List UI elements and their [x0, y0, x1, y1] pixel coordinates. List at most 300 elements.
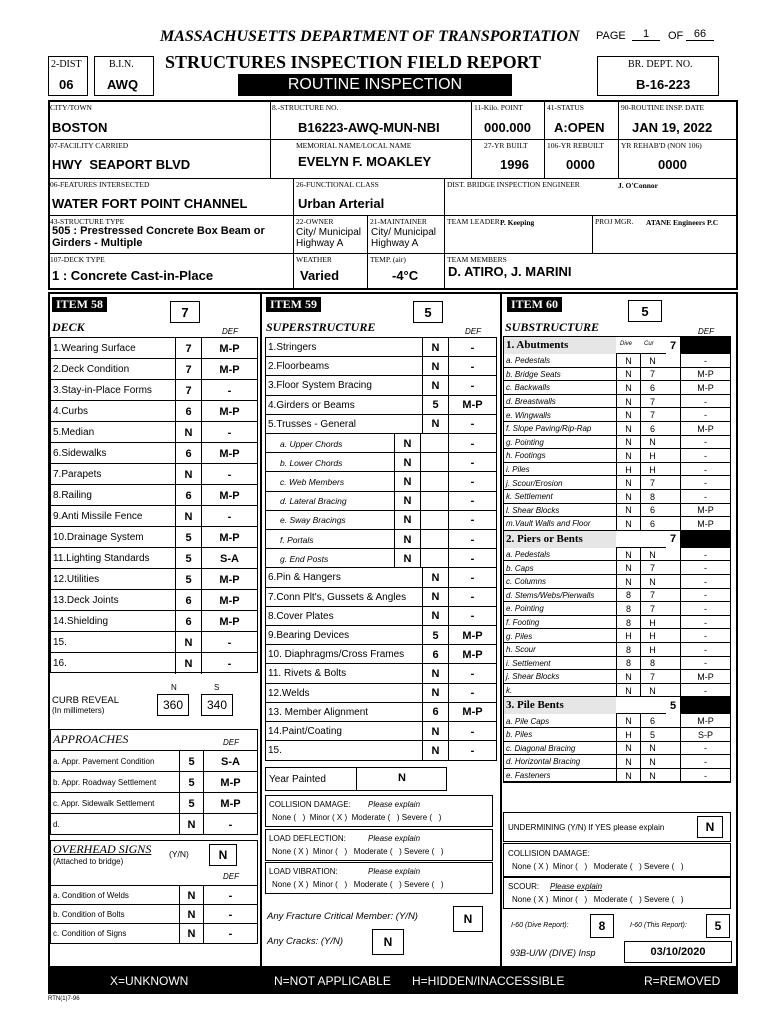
abutment-row-def[interactable]: - — [680, 490, 730, 504]
deck-row-def[interactable]: M-P — [201, 359, 257, 380]
deck-row-def[interactable]: M-P — [201, 611, 257, 632]
abutment-row-def[interactable]: - — [680, 395, 730, 409]
pile-bent-row-current[interactable]: N — [640, 755, 664, 769]
pier-row-current[interactable]: N — [640, 684, 664, 698]
superstructure-row-rating[interactable]: N — [394, 511, 420, 530]
sign-row-rating[interactable]: N — [179, 886, 203, 905]
pile-bent-row-def[interactable]: - — [680, 755, 730, 769]
abutment-row-current[interactable]: 7 — [640, 476, 664, 490]
abutment-row — [504, 422, 730, 436]
features-value: WATER FORT POINT CHANNEL — [52, 196, 248, 211]
superstructure-row-def[interactable]: - — [448, 338, 496, 357]
abutment-row-current[interactable]: 6 — [640, 422, 664, 436]
pier-row-dive[interactable]: N — [616, 670, 640, 684]
deck-row-rating[interactable]: 6 — [175, 443, 201, 464]
deck-row-def[interactable]: - — [201, 506, 257, 527]
deck-row-def[interactable]: - — [201, 422, 257, 443]
pier-row-current[interactable]: 8 — [640, 657, 664, 671]
abutment-row-dive[interactable]: N — [616, 517, 640, 531]
pile-bent-row-current[interactable]: 5 — [640, 728, 664, 742]
pile-bent-row — [504, 728, 730, 742]
superstructure-row-rating[interactable]: 6 — [422, 703, 448, 722]
superstructure-row-rating[interactable]: N — [394, 453, 420, 472]
deck-row-def[interactable]: - — [201, 632, 257, 653]
pier-row-def[interactable]: - — [680, 629, 730, 643]
sub-collision-options[interactable]: None ( X ) Minor ( ) Moderate ( ) Severe ( ) — [512, 862, 684, 871]
deck-row-rating[interactable]: N — [175, 632, 201, 653]
superstructure-row-rating[interactable]: N — [422, 415, 448, 434]
deck-row-def[interactable]: M-P — [201, 485, 257, 506]
i60-dive-value[interactable]: 8 — [590, 914, 614, 938]
overhead-signs-table — [50, 840, 258, 944]
piers-rating[interactable]: 7 — [666, 531, 680, 548]
kilo-value: 000.000 — [484, 120, 531, 135]
abutment-row-def[interactable]: - — [680, 354, 730, 368]
superstructure-row-rating[interactable]: 5 — [422, 396, 448, 415]
pier-row-def[interactable]: - — [680, 602, 730, 616]
scour-explain: Please explain — [550, 882, 603, 891]
pile-bents-rating[interactable]: 5 — [666, 697, 680, 714]
legend-not-applicable: N=NOT APPLICABLE — [274, 974, 391, 988]
members-value: D. ATIRO, J. MARINI — [448, 264, 572, 279]
pier-row-def[interactable]: - — [680, 643, 730, 657]
superstructure-row-rating[interactable]: N — [422, 338, 448, 357]
superstructure-row-label: a. Upper Chords — [280, 438, 343, 449]
abutment-row-dive[interactable]: N — [616, 504, 640, 518]
deck-row-label: 2.Deck Condition — [53, 364, 130, 375]
superstructure-row-spacer — [420, 492, 448, 511]
abutment-row-def[interactable]: M-P — [680, 422, 730, 436]
abutment-row-current[interactable]: 8 — [640, 490, 664, 504]
abutment-row-def[interactable]: M-P — [680, 381, 730, 395]
approach-row — [51, 813, 257, 834]
abutment-row — [504, 408, 730, 422]
pier-row-def[interactable]: - — [680, 548, 730, 562]
pier-row-label: f. Footing — [506, 618, 540, 628]
cracks-value[interactable]: N — [372, 929, 404, 955]
deck-row-def[interactable]: M-P — [201, 527, 257, 548]
abutment-row-def[interactable]: - — [680, 476, 730, 490]
pier-row-current[interactable]: H — [640, 616, 664, 630]
superstructure-row-rating[interactable]: N — [394, 492, 420, 511]
pier-row-def[interactable]: - — [680, 575, 730, 589]
superstructure-row-rating[interactable]: N — [394, 472, 420, 491]
overhead-title: OVERHEAD SIGNS — [53, 842, 152, 856]
uw-insp-date[interactable]: 03/10/2020 — [624, 941, 732, 963]
page-total: 66 — [686, 28, 714, 41]
pier-row-label: e. Pointing — [506, 604, 544, 614]
superstructure-row-label: 7.Conn Plt's, Gussets & Angles — [268, 591, 407, 603]
scour-options[interactable]: None ( X ) Minor ( ) Moderate ( ) Severe ( ) — [512, 895, 684, 904]
pier-row-def[interactable]: - — [680, 684, 730, 698]
item59-table — [265, 337, 497, 761]
superstructure-row-def[interactable]: - — [448, 357, 496, 376]
pier-row-current[interactable]: N — [640, 548, 664, 562]
deck-row-label: 12.Utilities — [53, 574, 100, 585]
pile-bent-row-def[interactable]: S-P — [680, 728, 730, 742]
abutment-row-label: m.Vault Walls and Floor — [506, 519, 591, 529]
load-vibration-explain: Please explain — [368, 867, 421, 876]
abutment-row-dive[interactable]: N — [616, 381, 640, 395]
pier-row-label: k. — [506, 686, 513, 696]
abutment-row-dive[interactable]: N — [616, 408, 640, 422]
superstructure-row-rating[interactable]: N — [422, 357, 448, 376]
projmgr-label: PROJ MGR. — [595, 217, 634, 226]
deck-row-rating[interactable]: 7 — [175, 359, 201, 380]
pier-row-dive[interactable]: N — [616, 561, 640, 575]
superstructure-row — [266, 607, 496, 626]
pier-row-dive[interactable]: 8 — [616, 643, 640, 657]
year-painted-value[interactable]: N — [398, 772, 406, 784]
abutments-shade — [680, 337, 730, 354]
structure-label: 8.-STRUCTURE NO. — [272, 103, 339, 112]
approach-row-rating[interactable]: 5 — [179, 793, 203, 814]
super-collision-box — [265, 795, 493, 827]
deck-row-label: 13.Deck Joints — [53, 595, 119, 606]
deck-row-rating[interactable]: 6 — [175, 401, 201, 422]
abutment-row-dive[interactable]: N — [616, 476, 640, 490]
scour-box — [503, 877, 731, 909]
curb-n-value[interactable]: 360 — [157, 694, 189, 716]
dist-value: 06 — [59, 77, 74, 92]
deck-row-label: 10.Drainage System — [53, 532, 144, 543]
abutment-row-def[interactable]: - — [680, 463, 730, 477]
pile-bent-row-dive[interactable]: H — [616, 728, 640, 742]
abutment-row-def[interactable]: M-P — [680, 517, 730, 531]
superstructure-row-rating[interactable]: N — [422, 376, 448, 395]
uw-insp-label: 93B-U/W (DIVE) Insp — [510, 948, 596, 958]
deck-row-rating[interactable]: N — [175, 422, 201, 443]
superstructure-row-rating[interactable]: N — [422, 568, 448, 587]
abutment-row-label: a. Pedestals — [506, 356, 551, 366]
pier-row-current[interactable]: 7 — [640, 602, 664, 616]
superstructure-row-def[interactable]: - — [448, 588, 496, 607]
deck-row-rating[interactable]: 5 — [175, 527, 201, 548]
deck-row-def[interactable]: - — [201, 464, 257, 485]
fracture-value[interactable]: N — [453, 906, 483, 932]
deck-row-rating[interactable]: 7 — [175, 380, 201, 401]
abutment-row-dive[interactable]: N — [616, 490, 640, 504]
abutment-row — [504, 476, 730, 490]
pile-bent-row — [504, 742, 730, 756]
pier-row-current[interactable]: H — [640, 629, 664, 643]
deck-row — [51, 611, 257, 632]
superstructure-row-rating[interactable]: N — [422, 607, 448, 626]
pier-row-current[interactable]: 7 — [640, 670, 664, 684]
superstructure-row-def[interactable]: - — [448, 530, 496, 549]
superstructure-row-label: d. Lateral Bracing — [280, 496, 347, 507]
pile-bent-row-def[interactable]: - — [680, 769, 730, 783]
abutment-row — [504, 517, 730, 531]
abutments-header — [504, 337, 730, 354]
sign-row-rating[interactable]: N — [179, 924, 203, 943]
deck-row-rating[interactable]: N — [175, 464, 201, 485]
deck-row-rating[interactable]: 5 — [175, 569, 201, 590]
superstructure-row-label: 10. Diaphragms/Cross Frames — [268, 649, 405, 661]
load-deflection-options[interactable]: None ( X ) Minor ( ) Moderate ( ) Severe ( ) — [272, 847, 444, 856]
overhead-yn-value[interactable]: N — [209, 844, 237, 866]
abutment-row-def[interactable]: - — [680, 449, 730, 463]
features-label: 06-FEATURES INTERSECTED — [50, 180, 150, 189]
superstructure-row-label: 2.Floorbeams — [268, 361, 330, 373]
item58-rating[interactable]: 7 — [170, 301, 200, 323]
pile-bent-row-current[interactable]: N — [640, 742, 664, 756]
superstructure-row-rating[interactable]: N — [422, 588, 448, 607]
curb-s-value[interactable]: 340 — [201, 694, 233, 716]
pile-bent-row-dive[interactable]: N — [616, 742, 640, 756]
superstructure-row-def[interactable]: - — [448, 472, 496, 491]
abutment-row-dive[interactable]: N — [616, 368, 640, 382]
abutment-row-dive[interactable]: H — [616, 463, 640, 477]
abutment-row-current[interactable]: N — [640, 436, 664, 450]
approach-row-def[interactable]: S-A — [203, 751, 257, 772]
abutment-row-dive[interactable]: N — [616, 395, 640, 409]
yrrebuilt-label: 106-YR REBUILT — [547, 141, 605, 150]
pier-row — [504, 602, 730, 616]
superstructure-row-rating[interactable]: N — [422, 741, 448, 760]
i60-this-value[interactable]: 5 — [706, 914, 730, 938]
pier-row-def[interactable]: - — [680, 589, 730, 603]
superstructure-row-rating[interactable]: N — [422, 722, 448, 741]
abutment-row-current[interactable]: 7 — [640, 395, 664, 409]
pile-bent-row-dive[interactable]: N — [616, 714, 640, 728]
pile-bent-row-label: c. Diagonal Bracing — [506, 743, 576, 753]
superstructure-row-def[interactable]: M-P — [448, 626, 496, 645]
deck-row-rating[interactable]: 7 — [175, 338, 201, 359]
abutment-row-label: k. Settlement — [506, 492, 553, 502]
item60-table — [503, 336, 731, 783]
sign-row-def[interactable]: - — [203, 886, 257, 905]
abutment-row-current[interactable]: 7 — [640, 368, 664, 382]
date-value: JAN 19, 2022 — [632, 120, 713, 135]
approach-row-def[interactable]: M-P — [203, 793, 257, 814]
deck-row-def[interactable]: M-P — [201, 569, 257, 590]
deck-row-label: 4.Curbs — [53, 406, 89, 417]
superstructure-row — [266, 472, 496, 491]
approaches-title: APPROACHES — [53, 732, 129, 746]
sub-collision-box — [503, 843, 731, 877]
abutment-row-label: d. Breastwalls — [506, 397, 556, 407]
superstructure-row-rating[interactable]: N — [394, 530, 420, 549]
i60-this-label: I-60 (This Report): — [630, 922, 687, 929]
bin-box — [94, 56, 154, 96]
deck-row-rating[interactable]: 5 — [175, 548, 201, 569]
deck-row — [51, 506, 257, 527]
deck-row-def[interactable]: - — [201, 653, 257, 674]
approach-row-rating[interactable]: N — [179, 814, 203, 835]
deck-row — [51, 422, 257, 443]
item60-rating[interactable]: 5 — [628, 300, 662, 322]
superstructure-row-def[interactable]: - — [448, 492, 496, 511]
abutment-row-label: c. Backwalls — [506, 383, 551, 393]
deck-row-def[interactable]: M-P — [201, 338, 257, 359]
superstructure-row-rating[interactable]: 5 — [422, 626, 448, 645]
deck-row-def[interactable]: S-A — [201, 548, 257, 569]
superstructure-row-def[interactable]: - — [448, 511, 496, 530]
approach-row-def[interactable]: M-P — [203, 772, 257, 793]
approach-row-def[interactable]: - — [203, 814, 257, 835]
superstructure-row-def[interactable]: - — [448, 415, 496, 434]
deck-row-def[interactable]: - — [201, 380, 257, 401]
pier-row-def[interactable]: - — [680, 657, 730, 671]
undermining-value[interactable]: N — [697, 816, 723, 838]
load-deflection-box — [265, 829, 493, 861]
approach-row — [51, 750, 257, 771]
superstructure-row-def[interactable]: - — [448, 568, 496, 587]
deck-row — [51, 401, 257, 422]
abutment-row-current[interactable]: 6 — [640, 381, 664, 395]
pile-bents-title: 3. Pile Bents — [504, 697, 616, 714]
item59-rating[interactable]: 5 — [413, 301, 443, 323]
deck-row-label: 6.Sidewalks — [53, 448, 107, 459]
pier-row-dive[interactable]: 8 — [616, 602, 640, 616]
superstructure-row-label: c. Web Members — [280, 476, 345, 487]
scour-label: SCOUR: — [508, 882, 540, 891]
abutment-row-dive[interactable]: N — [616, 354, 640, 368]
sign-row-def[interactable]: - — [203, 905, 257, 924]
abutment-row-current[interactable]: H — [640, 463, 664, 477]
abutment-row-label: i. Piles — [506, 465, 530, 475]
pier-row-current[interactable]: 7 — [640, 589, 664, 603]
abutment-row-dive[interactable]: N — [616, 422, 640, 436]
abutment-row-def[interactable]: M-P — [680, 368, 730, 382]
superstructure-row-def[interactable]: - — [448, 684, 496, 703]
superstructure-row-def[interactable]: - — [448, 453, 496, 472]
pier-row-dive[interactable]: 8 — [616, 589, 640, 603]
maint-value: City/ Municipal Highway A — [371, 227, 437, 249]
superstructure-row-rating[interactable]: N — [394, 434, 420, 453]
superstructure-row-label: 6.Pin & Hangers — [268, 572, 341, 584]
pier-row-current[interactable]: N — [640, 575, 664, 589]
col-cur-header: Cur — [644, 341, 654, 347]
pier-row-def[interactable]: M-P — [680, 670, 730, 684]
abutment-row-current[interactable]: 6 — [640, 517, 664, 531]
load-vibration-options[interactable]: None ( X ) Minor ( ) Moderate ( ) Severe ( ) — [272, 880, 444, 889]
superstructure-row-def[interactable]: - — [448, 376, 496, 395]
superstructure-row-spacer — [420, 549, 448, 568]
deck-row-label: 9.Anti Missile Fence — [53, 511, 143, 522]
superstructure-row — [266, 453, 496, 472]
pier-row-def[interactable]: - — [680, 561, 730, 575]
deck-row-rating[interactable]: 6 — [175, 485, 201, 506]
sign-row — [51, 904, 257, 923]
abutment-row-label: h. Footings — [506, 451, 546, 461]
superstructure-row-def[interactable]: M-P — [448, 703, 496, 722]
superstructure-row-label: 8.Cover Plates — [268, 610, 334, 622]
pier-row-current[interactable]: 7 — [640, 561, 664, 575]
superstructure-row-rating[interactable]: N — [394, 549, 420, 568]
pier-row — [504, 670, 730, 684]
deck-row-def[interactable]: M-P — [201, 401, 257, 422]
col-dive-header: Dive — [620, 341, 633, 347]
deck-row-rating[interactable]: 6 — [175, 590, 201, 611]
piers-header — [504, 531, 730, 548]
sign-row-def[interactable]: - — [203, 924, 257, 943]
pier-row-dive[interactable]: 8 — [616, 657, 640, 671]
superstructure-row — [266, 588, 496, 607]
abutment-row-def[interactable]: - — [680, 436, 730, 450]
pier-row-current[interactable]: H — [640, 643, 664, 657]
deck-row — [51, 464, 257, 485]
pile-bent-row-dive[interactable]: N — [616, 755, 640, 769]
pier-row-dive[interactable]: N — [616, 684, 640, 698]
superstructure-row-def[interactable]: - — [448, 607, 496, 626]
stype-value: 505 : Prestressed Concrete Box Beam or Girders - Multiple — [52, 225, 265, 249]
pile-bent-row-def[interactable]: - — [680, 742, 730, 756]
superstructure-row-def[interactable]: - — [448, 549, 496, 568]
superstructure-row-rating[interactable]: 6 — [422, 645, 448, 664]
overhead-def-header: DEF — [223, 872, 239, 881]
abutments-rating[interactable]: 7 — [666, 337, 680, 354]
abutment-row-def[interactable]: - — [680, 408, 730, 422]
superstructure-row — [266, 645, 496, 664]
superstructure-row-rating[interactable]: N — [422, 684, 448, 703]
superstructure-row-def[interactable]: - — [448, 741, 496, 760]
item60-header: ITEM 60 — [507, 297, 562, 312]
approach-row-rating[interactable]: 5 — [179, 751, 203, 772]
pier-row — [504, 616, 730, 630]
abutment-row-def[interactable]: M-P — [680, 504, 730, 518]
item58-def-header: DEF — [222, 327, 238, 336]
yrbuilt-label: 27-YR BUILT — [484, 141, 528, 150]
superstructure-row-def[interactable]: - — [448, 434, 496, 453]
deck-row — [51, 380, 257, 401]
superstructure-row-spacer — [420, 472, 448, 491]
superstructure-row-def[interactable]: M-P — [448, 396, 496, 415]
approach-row-rating[interactable]: 5 — [179, 772, 203, 793]
super-collision-options[interactable]: None ( ) Minor ( X ) Moderate ( ) Severe ( ) — [272, 813, 442, 822]
approaches-def-header: DEF — [223, 738, 239, 747]
superstructure-row — [266, 741, 496, 760]
pier-row-dive[interactable]: N — [616, 548, 640, 562]
abutment-row-dive[interactable]: N — [616, 436, 640, 450]
pier-row-dive[interactable]: N — [616, 575, 640, 589]
abutment-row-label: f. Slope Paving/Rip-Rap — [506, 424, 592, 434]
deck-row-rating[interactable]: N — [175, 653, 201, 674]
sign-row-rating[interactable]: N — [179, 905, 203, 924]
sign-row-label: a. Condition of Welds — [53, 891, 129, 900]
pier-row-def[interactable]: - — [680, 616, 730, 630]
pile-bent-row-dive[interactable]: N — [616, 769, 640, 783]
pile-bent-row-label: d. Horizontal Bracing — [506, 757, 581, 767]
deck-row-def[interactable]: M-P — [201, 443, 257, 464]
pile-bent-row-current[interactable]: 6 — [640, 714, 664, 728]
superstructure-row-rating[interactable]: N — [422, 664, 448, 683]
sub-collision-label: COLLISION DAMAGE: — [508, 849, 590, 858]
pier-row-label: h. Scour — [506, 645, 536, 655]
superstructure-row-def[interactable]: - — [448, 664, 496, 683]
deck-row-rating[interactable]: 6 — [175, 611, 201, 632]
superstructure-row — [266, 357, 496, 376]
rehab-value: 0000 — [658, 157, 687, 172]
yrbuilt-value: 1996 — [500, 157, 529, 172]
engineer-label: DIST. BRIDGE INSPECTION ENGINEER — [447, 180, 580, 189]
pile-bent-row-current[interactable]: N — [640, 769, 664, 783]
curb-reveal-sub: (In millimeters) — [52, 706, 105, 715]
abutment-row-current[interactable]: 7 — [640, 408, 664, 422]
pier-row-dive[interactable]: 8 — [616, 616, 640, 630]
deck-row-rating[interactable]: N — [175, 506, 201, 527]
superstructure-row-def[interactable]: M-P — [448, 645, 496, 664]
superstructure-row-def[interactable]: - — [448, 722, 496, 741]
abutment-row-dive[interactable]: N — [616, 449, 640, 463]
deck-row-def[interactable]: M-P — [201, 590, 257, 611]
abutment-row-current[interactable]: N — [640, 354, 664, 368]
abutment-row-current[interactable]: 6 — [640, 504, 664, 518]
pile-bent-row-def[interactable]: M-P — [680, 714, 730, 728]
pier-row-dive[interactable]: H — [616, 629, 640, 643]
abutment-row-current[interactable]: H — [640, 449, 664, 463]
